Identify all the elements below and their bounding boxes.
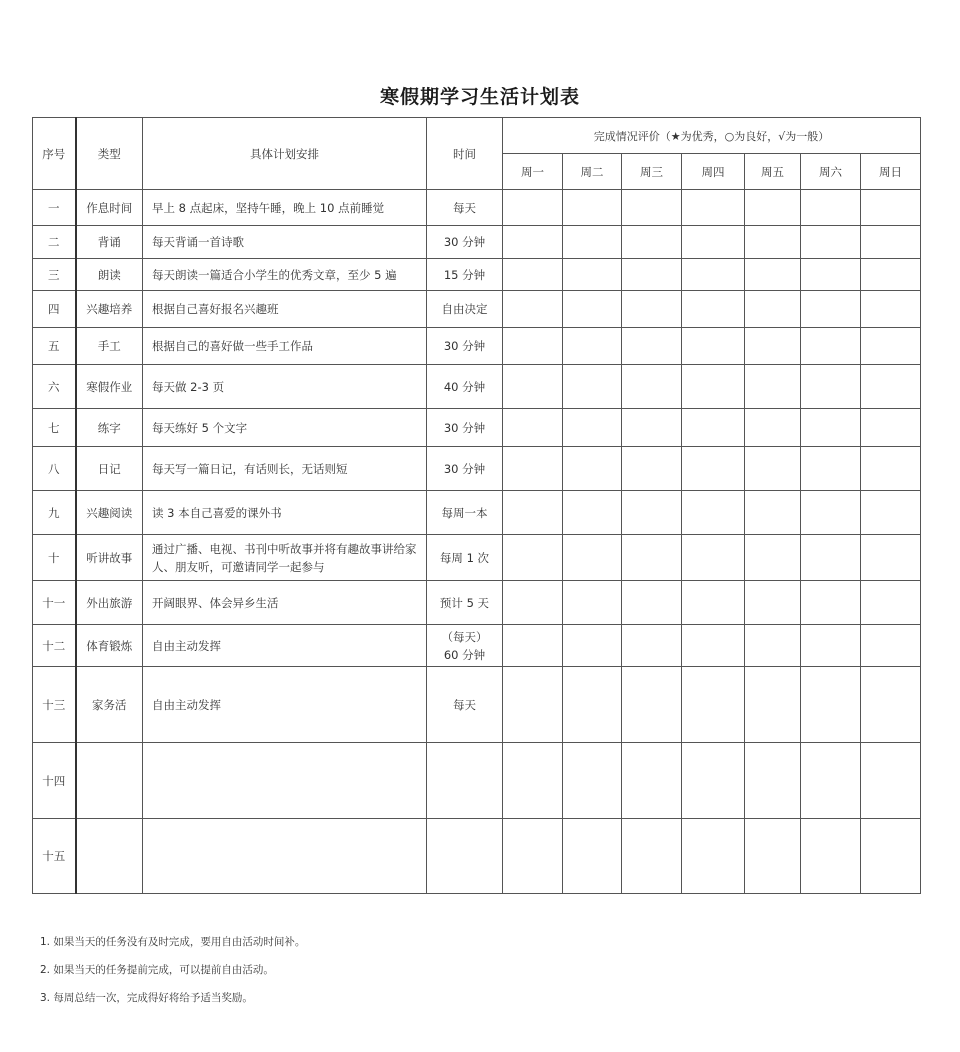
row-plan[interactable] — [143, 743, 427, 819]
row-plan: 根据自己的喜好做一些手工作品 — [143, 328, 427, 365]
table-row — [33, 667, 921, 743]
eval-cell[interactable] — [682, 291, 745, 328]
eval-cell[interactable] — [563, 190, 622, 226]
eval-cell[interactable] — [801, 190, 861, 226]
row-index: 十三 — [33, 667, 76, 743]
table-row — [33, 328, 921, 365]
row-plan: 每天背诵一首诗歌 — [143, 226, 427, 259]
eval-cell[interactable] — [745, 491, 801, 535]
eval-cell[interactable] — [682, 819, 745, 894]
eval-cell[interactable] — [801, 581, 861, 625]
eval-cell[interactable] — [503, 743, 563, 819]
row-plan: 自由主动发挥 — [143, 667, 427, 743]
eval-cell[interactable] — [682, 667, 745, 743]
eval-cell[interactable] — [563, 328, 622, 365]
header-day-fri: 周五 — [745, 154, 801, 190]
page-title: 寒假期学习生活计划表 — [379, 86, 580, 108]
header-plan: 具体计划安排 — [143, 118, 427, 190]
header-day-thu: 周四 — [682, 154, 745, 190]
eval-cell[interactable] — [801, 291, 861, 328]
eval-cell[interactable] — [682, 190, 745, 226]
row-plan: 根据自己喜好报名兴趣班 — [143, 291, 427, 328]
eval-cell[interactable] — [503, 409, 563, 447]
eval-cell[interactable] — [801, 819, 861, 894]
eval-cell[interactable] — [622, 259, 682, 291]
eval-cell[interactable] — [503, 667, 563, 743]
row-plan[interactable] — [143, 819, 427, 894]
row-time: 15 分钟 — [427, 259, 503, 291]
eval-cell[interactable] — [563, 365, 622, 409]
row-type: 听讲故事 — [76, 535, 143, 581]
eval-cell[interactable] — [745, 409, 801, 447]
eval-cell[interactable] — [622, 743, 682, 819]
row-type: 外出旅游 — [76, 581, 143, 625]
eval-cell[interactable] — [861, 226, 921, 259]
row-index: 八 — [33, 447, 76, 491]
eval-cell[interactable] — [563, 291, 622, 328]
eval-cell[interactable] — [622, 819, 682, 894]
row-type: 兴趣阅读 — [76, 491, 143, 535]
eval-cell[interactable] — [503, 625, 563, 667]
header-day-sun: 周日 — [861, 154, 921, 190]
note-item: 2. 如果当天的任务提前完成，可以提前自由活动。 — [40, 964, 274, 976]
eval-cell[interactable] — [503, 190, 563, 226]
eval-cell[interactable] — [745, 743, 801, 819]
table-row — [33, 365, 921, 409]
row-plan: 每天写一篇日记，有话则长，无话则短 — [143, 447, 427, 491]
table-row — [33, 447, 921, 491]
eval-cell[interactable] — [801, 328, 861, 365]
row-plan: 自由主动发挥 — [143, 625, 427, 667]
row-index: 九 — [33, 491, 76, 535]
eval-cell[interactable] — [503, 819, 563, 894]
eval-cell[interactable] — [861, 535, 921, 581]
note-item: 1. 如果当天的任务没有及时完成，要用自由活动时间补。 — [40, 936, 306, 948]
eval-cell[interactable] — [801, 535, 861, 581]
eval-cell[interactable] — [563, 819, 622, 894]
eval-cell[interactable] — [745, 226, 801, 259]
row-type: 作息时间 — [76, 190, 143, 226]
eval-cell[interactable] — [622, 190, 682, 226]
row-time: 自由决定 — [427, 291, 503, 328]
eval-cell[interactable] — [503, 259, 563, 291]
eval-cell[interactable] — [861, 625, 921, 667]
eval-cell[interactable] — [861, 190, 921, 226]
row-plan: 每天朗读一篇适合小学生的优秀文章，至少 5 遍 — [143, 259, 427, 291]
row-time[interactable] — [427, 819, 503, 894]
header-day-mon: 周一 — [503, 154, 563, 190]
eval-cell[interactable] — [861, 409, 921, 447]
table-row — [33, 226, 921, 259]
eval-cell[interactable] — [682, 259, 745, 291]
eval-cell[interactable] — [622, 447, 682, 491]
eval-cell[interactable] — [503, 447, 563, 491]
eval-cell[interactable] — [563, 625, 622, 667]
row-plan: 每天练好 5 个文字 — [143, 409, 427, 447]
eval-cell[interactable] — [745, 365, 801, 409]
eval-cell[interactable] — [503, 328, 563, 365]
table-row — [33, 535, 921, 581]
row-index: 三 — [33, 259, 76, 291]
eval-cell[interactable] — [563, 535, 622, 581]
header-day-tue: 周二 — [563, 154, 622, 190]
eval-cell[interactable] — [861, 581, 921, 625]
eval-cell[interactable] — [861, 291, 921, 328]
note-item: 3. 每周总结一次，完成得好将给予适当奖励。 — [40, 992, 253, 1004]
eval-cell[interactable] — [801, 743, 861, 819]
eval-cell[interactable] — [622, 226, 682, 259]
row-time-line1: （每天） — [441, 629, 488, 644]
row-type[interactable] — [76, 743, 143, 819]
eval-cell[interactable] — [682, 409, 745, 447]
row-type: 背诵 — [76, 226, 143, 259]
eval-cell[interactable] — [861, 743, 921, 819]
row-time: 30 分钟 — [427, 409, 503, 447]
row-index: 十 — [33, 535, 76, 581]
row-time — [427, 625, 503, 667]
eval-cell[interactable] — [801, 667, 861, 743]
eval-cell[interactable] — [503, 491, 563, 535]
row-time: 每周一本 — [427, 491, 503, 535]
row-time: 40 分钟 — [427, 365, 503, 409]
row-plan: 通过广播、电视、书刊中听故事并将有趣故事讲给家人、朋友听，可邀请同学一起参与 — [143, 535, 427, 581]
header-day-wed: 周三 — [622, 154, 682, 190]
eval-cell[interactable] — [745, 291, 801, 328]
notes — [40, 934, 305, 1018]
row-index: 十五 — [33, 819, 76, 894]
eval-cell[interactable] — [801, 625, 861, 667]
eval-cell[interactable] — [745, 535, 801, 581]
header-time: 时间 — [427, 118, 503, 190]
eval-cell[interactable] — [622, 328, 682, 365]
table-row — [33, 743, 921, 819]
row-plan: 每天做 2-3 页 — [143, 365, 427, 409]
eval-cell[interactable] — [503, 365, 563, 409]
row-type[interactable] — [76, 819, 143, 894]
eval-cell[interactable] — [861, 259, 921, 291]
eval-cell[interactable] — [745, 819, 801, 894]
eval-cell[interactable] — [801, 491, 861, 535]
eval-cell[interactable] — [563, 581, 622, 625]
row-type: 寒假作业 — [76, 365, 143, 409]
eval-cell[interactable] — [682, 365, 745, 409]
eval-cell[interactable] — [682, 328, 745, 365]
eval-cell[interactable] — [563, 259, 622, 291]
header-type: 类型 — [76, 118, 143, 190]
row-plan: 开阔眼界、体会异乡生活 — [143, 581, 427, 625]
row-index: 十一 — [33, 581, 76, 625]
table-row — [33, 190, 921, 226]
table-row — [33, 291, 921, 328]
eval-cell[interactable] — [682, 226, 745, 259]
row-type: 体育锻炼 — [76, 625, 143, 667]
eval-cell[interactable] — [503, 535, 563, 581]
row-type: 日记 — [76, 447, 143, 491]
eval-cell[interactable] — [563, 226, 622, 259]
eval-cell[interactable] — [861, 328, 921, 365]
eval-cell[interactable] — [622, 409, 682, 447]
eval-cell[interactable] — [682, 535, 745, 581]
eval-cell[interactable] — [503, 581, 563, 625]
eval-cell[interactable] — [745, 447, 801, 491]
row-type: 兴趣培养 — [76, 291, 143, 328]
eval-cell[interactable] — [861, 667, 921, 743]
row-index: 十四 — [33, 743, 76, 819]
eval-cell[interactable] — [622, 667, 682, 743]
eval-cell[interactable] — [622, 625, 682, 667]
eval-cell[interactable] — [745, 625, 801, 667]
table-row — [33, 491, 921, 535]
row-index: 四 — [33, 291, 76, 328]
eval-cell[interactable] — [682, 581, 745, 625]
eval-cell[interactable] — [682, 625, 745, 667]
eval-cell[interactable] — [745, 259, 801, 291]
row-plan: 读 3 本自己喜爱的课外书 — [143, 491, 427, 535]
eval-cell[interactable] — [801, 447, 861, 491]
eval-cell[interactable] — [622, 491, 682, 535]
row-index: 五 — [33, 328, 76, 365]
eval-cell[interactable] — [622, 535, 682, 581]
eval-cell[interactable] — [563, 409, 622, 447]
eval-cell[interactable] — [801, 409, 861, 447]
table-row — [33, 819, 921, 894]
eval-cell[interactable] — [801, 226, 861, 259]
table-row — [33, 581, 921, 625]
eval-cell[interactable] — [861, 491, 921, 535]
eval-cell[interactable] — [745, 190, 801, 226]
eval-cell[interactable] — [801, 365, 861, 409]
row-time: 预计 5 天 — [427, 581, 503, 625]
row-index: 十二 — [33, 625, 76, 667]
row-index: 六 — [33, 365, 76, 409]
row-time: 30 分钟 — [427, 447, 503, 491]
row-time: 每天 — [427, 667, 503, 743]
eval-cell[interactable] — [801, 259, 861, 291]
eval-cell[interactable] — [861, 365, 921, 409]
eval-cell[interactable] — [503, 291, 563, 328]
row-type: 家务活 — [76, 667, 143, 743]
eval-cell[interactable] — [682, 447, 745, 491]
row-plan: 早上 8 点起床，坚持午睡，晚上 10 点前睡觉 — [143, 190, 427, 226]
row-time-line2: 60 分钟 — [443, 647, 486, 662]
header-day-sat: 周六 — [801, 154, 861, 190]
eval-cell[interactable] — [861, 819, 921, 894]
eval-cell[interactable] — [861, 447, 921, 491]
eval-cell[interactable] — [745, 581, 801, 625]
row-time: 30 分钟 — [427, 328, 503, 365]
row-time: 每周 1 次 — [427, 535, 503, 581]
eval-cell[interactable] — [563, 447, 622, 491]
row-index: 七 — [33, 409, 76, 447]
eval-cell[interactable] — [745, 667, 801, 743]
row-time: 每天 — [427, 190, 503, 226]
row-index: 二 — [33, 226, 76, 259]
eval-cell[interactable] — [563, 743, 622, 819]
table-row — [33, 259, 921, 291]
header-evaluation: 完成情况评价（★为优秀，○为良好，√为一般） — [503, 118, 921, 154]
row-type: 练字 — [76, 409, 143, 447]
header-index: 序号 — [33, 118, 76, 190]
eval-cell[interactable] — [745, 328, 801, 365]
eval-cell[interactable] — [622, 291, 682, 328]
eval-cell[interactable] — [503, 226, 563, 259]
row-type: 朗读 — [76, 259, 143, 291]
eval-cell[interactable] — [622, 581, 682, 625]
row-time: 30 分钟 — [427, 226, 503, 259]
row-time[interactable] — [427, 743, 503, 819]
table-row — [33, 409, 921, 447]
row-type: 手工 — [76, 328, 143, 365]
eval-cell[interactable] — [682, 491, 745, 535]
row-index: 一 — [33, 190, 76, 226]
eval-cell[interactable] — [622, 365, 682, 409]
table-row — [33, 625, 921, 667]
plan-table — [32, 117, 921, 894]
eval-cell[interactable] — [563, 667, 622, 743]
eval-cell[interactable] — [682, 743, 745, 819]
eval-cell[interactable] — [563, 491, 622, 535]
